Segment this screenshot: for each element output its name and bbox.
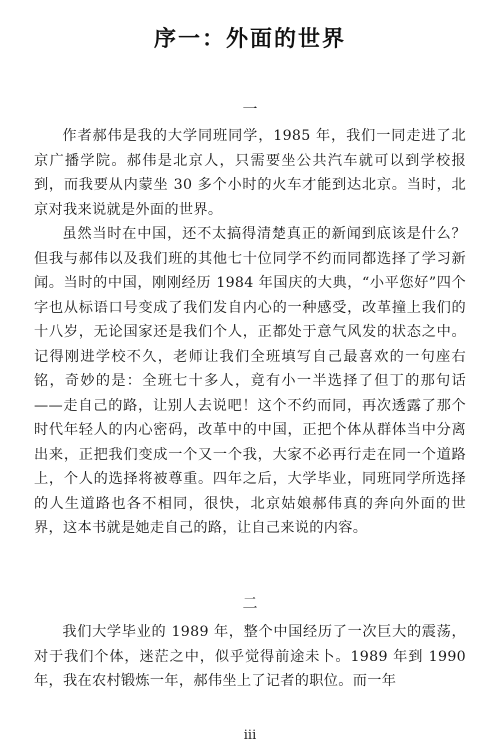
section-marker-2: 二 <box>242 594 258 612</box>
paragraph: 我们大学毕业的 1989 年，整个中国经历了一次巨大的震荡，对于我们个体，迷茫之中，似乎觉得前途未卜。1989 年到 1990 年，我在农村锻炼一年，郝伟坐上了记者的职位。而一年 <box>34 624 466 689</box>
page-number: iii <box>243 728 257 743</box>
section-marker-1: 一 <box>242 100 258 118</box>
page-title: 序一：外面的世界 <box>153 27 346 52</box>
paragraph: 作者郝伟是我的大学同班同学，1985 年，我们一同走进了北京广播学院。郝伟是北京人，只需要坐公共汽车就可以到学校报到，而我要从内蒙坐 30 多个小时的火车才能到达北京。当时，北京对我来说就是外面的世界。 <box>34 128 466 218</box>
paragraph: 虽然当时在中国，还不太搞得清楚真正的新闻到底该是什么？但我与郝伟以及我们班的其他七十位同学不约而同都选择了学习新闻。当时的中国，刚刚经历 1984 年国庆的大典，“小平您好”四个字也从标语口号变成了我们发自内心的一种感受，改革撞上我们的十八岁，无论国家还是我们个人，正都处于意气风发的状态之中。记得刚进学校不久，老师让我们全班填写自己最喜欢的一句座右铭，奇妙的是：全班七十多人，竟有小一半选择了但丁的那句话——走自己的路，让别人去说吧！这个不约而同，再次透露了那个时代年轻人的内心密码，改革中的中国，正把个体从群体当中分离出来，正把我们变成一个又一个我，大家不必再行走在同一个道路上，个人的选择将被尊重。四年之后，大学毕业，同班同学所选择的人生道路也各不相同，很快，北京姑娘郝伟真的奔向外面的世界，这本书就是她走自己的路，让自己来说的内容。 <box>34 226 466 536</box>
